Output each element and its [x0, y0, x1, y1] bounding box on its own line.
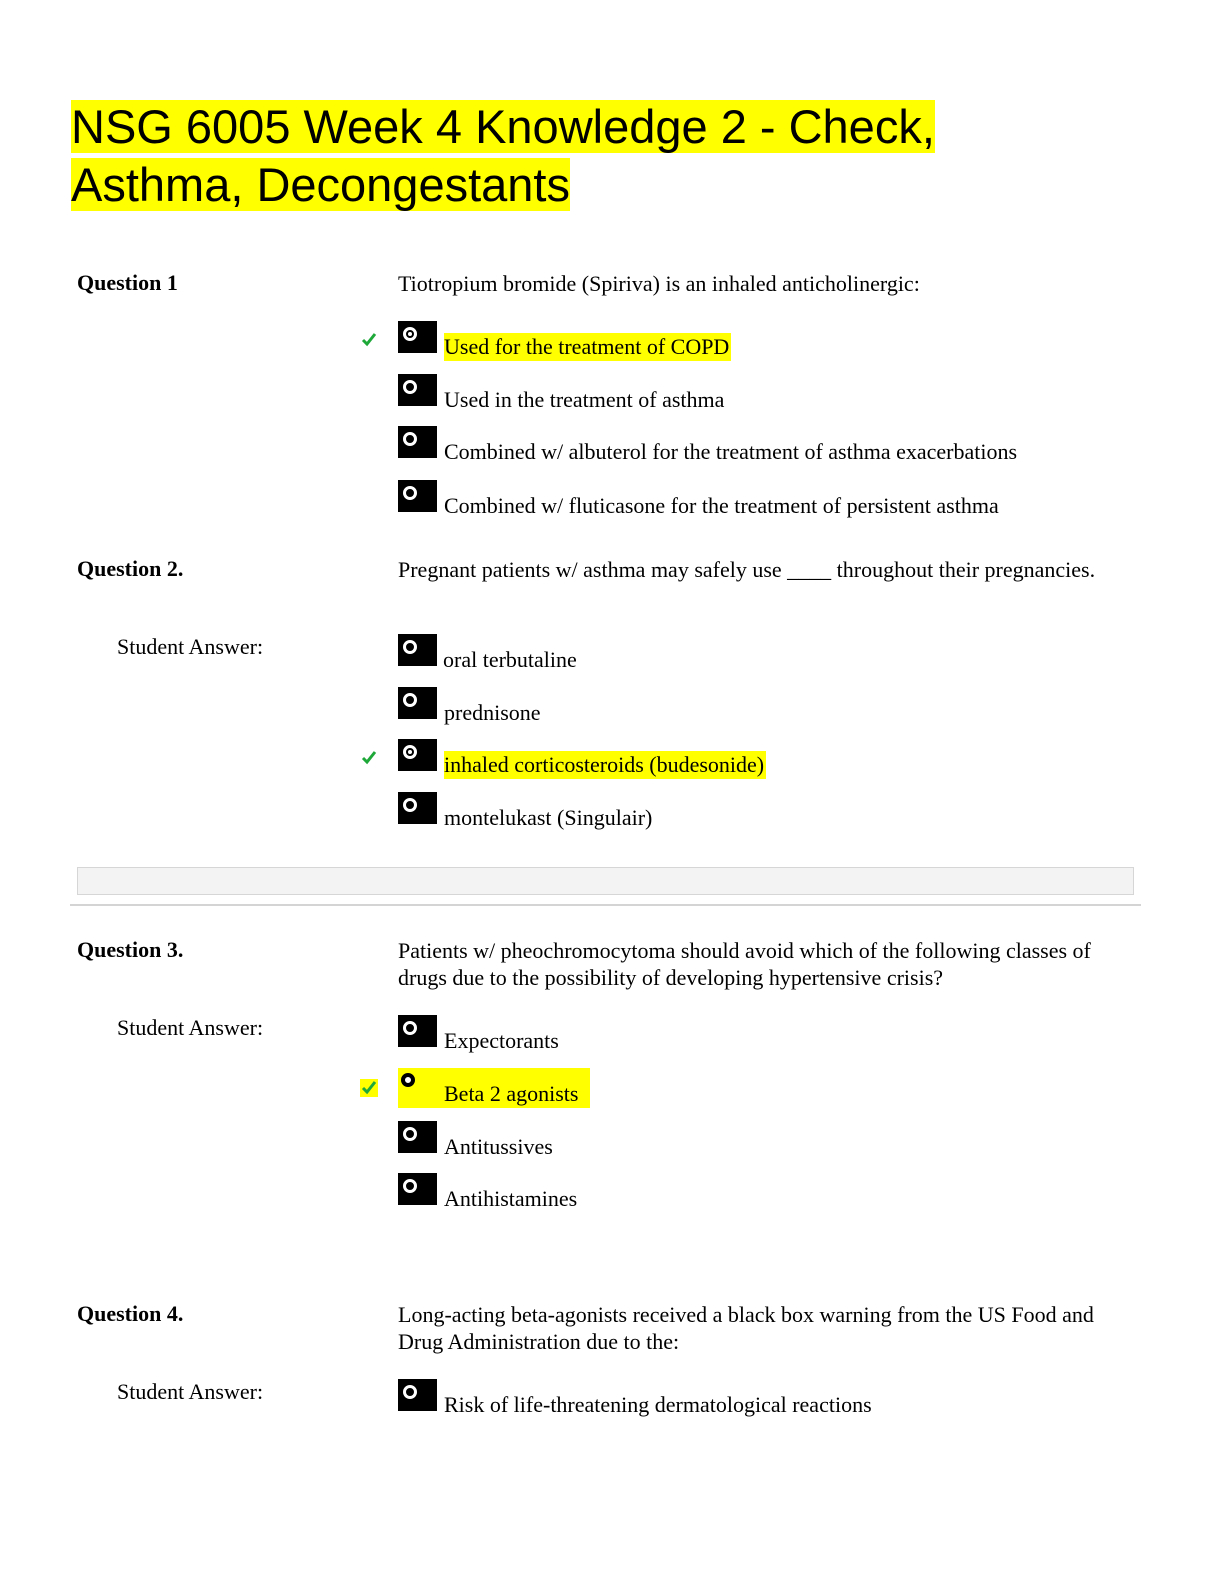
question-2-text: Pregnant patients w/ asthma may safely use ____ throughout their pregnancies.	[398, 557, 1096, 582]
option-label: Beta 2 agonists	[444, 1081, 579, 1106]
divider	[70, 904, 1141, 906]
page-title	[71, 98, 935, 214]
question-4-text: Long-acting beta-agonists received a black box warning from the US Food and Drug Administration due to the:	[398, 1302, 1094, 1354]
question-3-option-2[interactable]	[398, 1068, 590, 1108]
option-label: montelukast (Singulair)	[444, 805, 653, 830]
radio-icon[interactable]	[398, 1173, 437, 1205]
radio-icon[interactable]	[398, 792, 437, 824]
radio-icon[interactable]	[398, 480, 437, 512]
radio-icon[interactable]	[398, 1379, 437, 1411]
option-label: Combined w/ fluticasone for the treatment of persistent asthma	[444, 493, 999, 518]
radio-icon[interactable]	[398, 374, 437, 406]
title-line-2: Asthma, Decongestants	[71, 158, 570, 211]
option-label: Combined w/ albuterol for the treatment of asthma exacerbations	[444, 439, 1018, 464]
question-1-text: Tiotropium bromide (Spiriva) is an inhaled anticholinergic:	[398, 271, 920, 296]
title-line-1: NSG 6005 Week 4 Knowledge 2 - Check,	[71, 100, 935, 153]
student-answer-label: Student Answer:	[117, 1015, 264, 1040]
question-1-label: Question 1	[77, 270, 178, 295]
radio-selected-icon[interactable]	[398, 1070, 418, 1090]
correct-check-icon	[360, 749, 378, 767]
question-3-label: Question 3.	[77, 937, 184, 962]
option-label: Expectorants	[444, 1028, 559, 1053]
option-label: inhaled corticosteroids (budesonide)	[444, 752, 765, 777]
option-label: Used in the treatment of asthma	[444, 387, 725, 412]
student-answer-label: Student Answer:	[117, 1379, 264, 1404]
option-label: Risk of life-threatening dermatological reactions	[444, 1392, 872, 1417]
separator-bar	[77, 867, 1134, 895]
radio-icon[interactable]	[398, 1121, 437, 1153]
radio-icon[interactable]	[398, 634, 437, 666]
option-label: prednisone	[444, 700, 541, 725]
option-label: Antihistamines	[444, 1186, 578, 1211]
question-2-label: Question 2.	[77, 556, 184, 581]
radio-icon[interactable]	[398, 687, 437, 719]
question-3-text: Patients w/ pheochromocytoma should avoid which of the following classes of drugs due to the possibility of developing hypertensive crisis?	[398, 938, 1091, 990]
option-label: Antitussives	[444, 1134, 553, 1159]
radio-icon[interactable]	[398, 1015, 437, 1047]
correct-check-icon	[360, 331, 378, 349]
option-label: Used for the treatment of COPD	[444, 334, 730, 359]
student-answer-label: Student Answer:	[117, 634, 264, 659]
option-label: oral terbutaline	[443, 647, 577, 672]
correct-check-icon	[360, 1079, 378, 1097]
radio-icon[interactable]	[398, 426, 437, 458]
question-4-label: Question 4.	[77, 1301, 184, 1326]
radio-selected-icon[interactable]	[398, 321, 437, 353]
radio-selected-icon[interactable]	[398, 739, 437, 771]
